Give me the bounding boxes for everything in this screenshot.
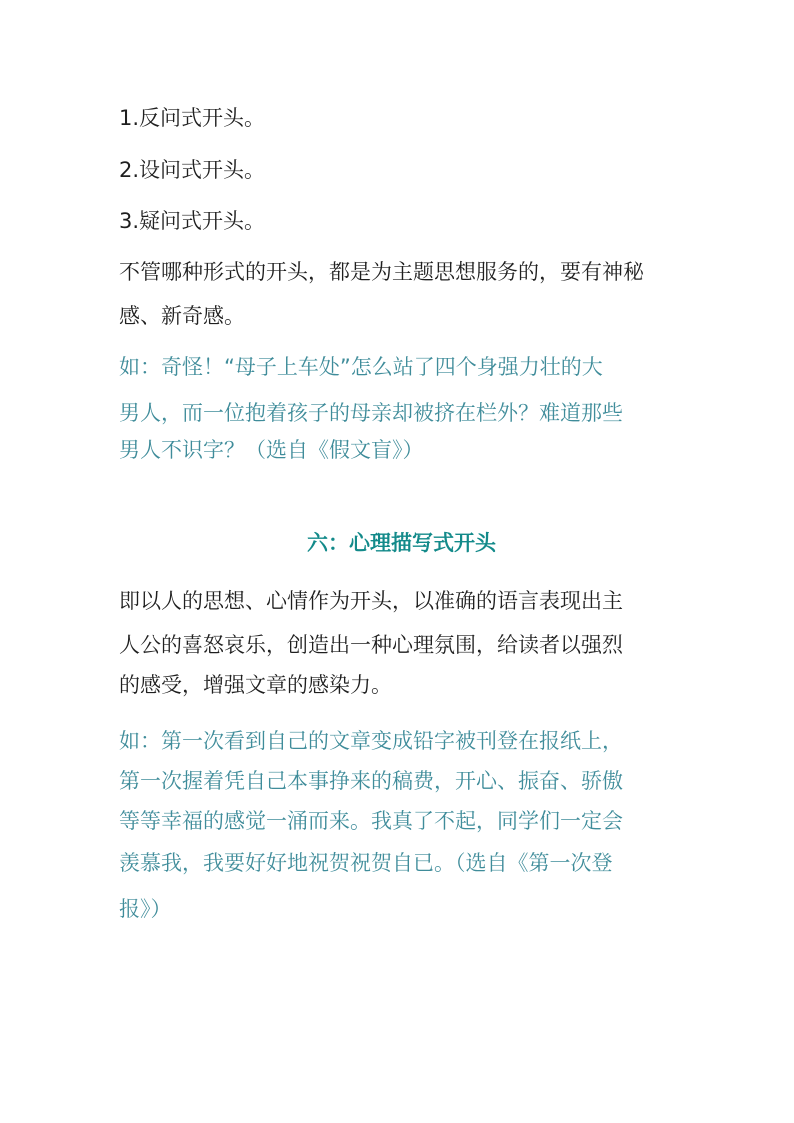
example-line: 羡慕我，我要好好地祝贺祝贺自已。（选自《第一次登 bbox=[119, 851, 613, 875]
list-item: 2.设问式开头。 bbox=[119, 158, 266, 182]
example-line: 男人不识字？（选自《假文盲》） bbox=[119, 438, 424, 462]
intro-paragraph-line: 不管哪种形式的开头，都是为主题思想服务的，要有神秘 bbox=[119, 260, 644, 284]
list-item: 1.反问式开头。 bbox=[119, 106, 266, 130]
example-line: 如：第一次看到自己的文章变成铅字被刊登在报纸上， bbox=[119, 729, 623, 753]
example-line: 等等幸福的感觉一涌而来。我真了不起，同学们一定会 bbox=[119, 809, 623, 833]
list-item: 3.疑问式开头。 bbox=[119, 209, 266, 233]
section-paragraph-line: 人公的喜怒哀乐，创造出一种心理氛围，给读者以强烈 bbox=[119, 633, 623, 657]
section-paragraph-line: 即以人的思想、心情作为开头，以准确的语言表现出主 bbox=[119, 589, 623, 613]
example-line: 如：奇怪！“母子上车处”怎么站了四个身强力壮的大 bbox=[119, 355, 603, 379]
section-paragraph-line: 的感受，增强文章的感染力。 bbox=[119, 673, 392, 697]
example-line: 男人，而一位抱着孩子的母亲却被挤在栏外？难道那些 bbox=[119, 401, 623, 425]
intro-paragraph-line: 感、新奇感。 bbox=[119, 304, 245, 328]
section-heading: 六：心理描写式开头 bbox=[307, 531, 496, 555]
example-line: 报》） bbox=[119, 897, 172, 921]
example-line: 第一次握着凭自己本事挣来的稿费，开心、振奋、骄傲 bbox=[119, 769, 623, 793]
